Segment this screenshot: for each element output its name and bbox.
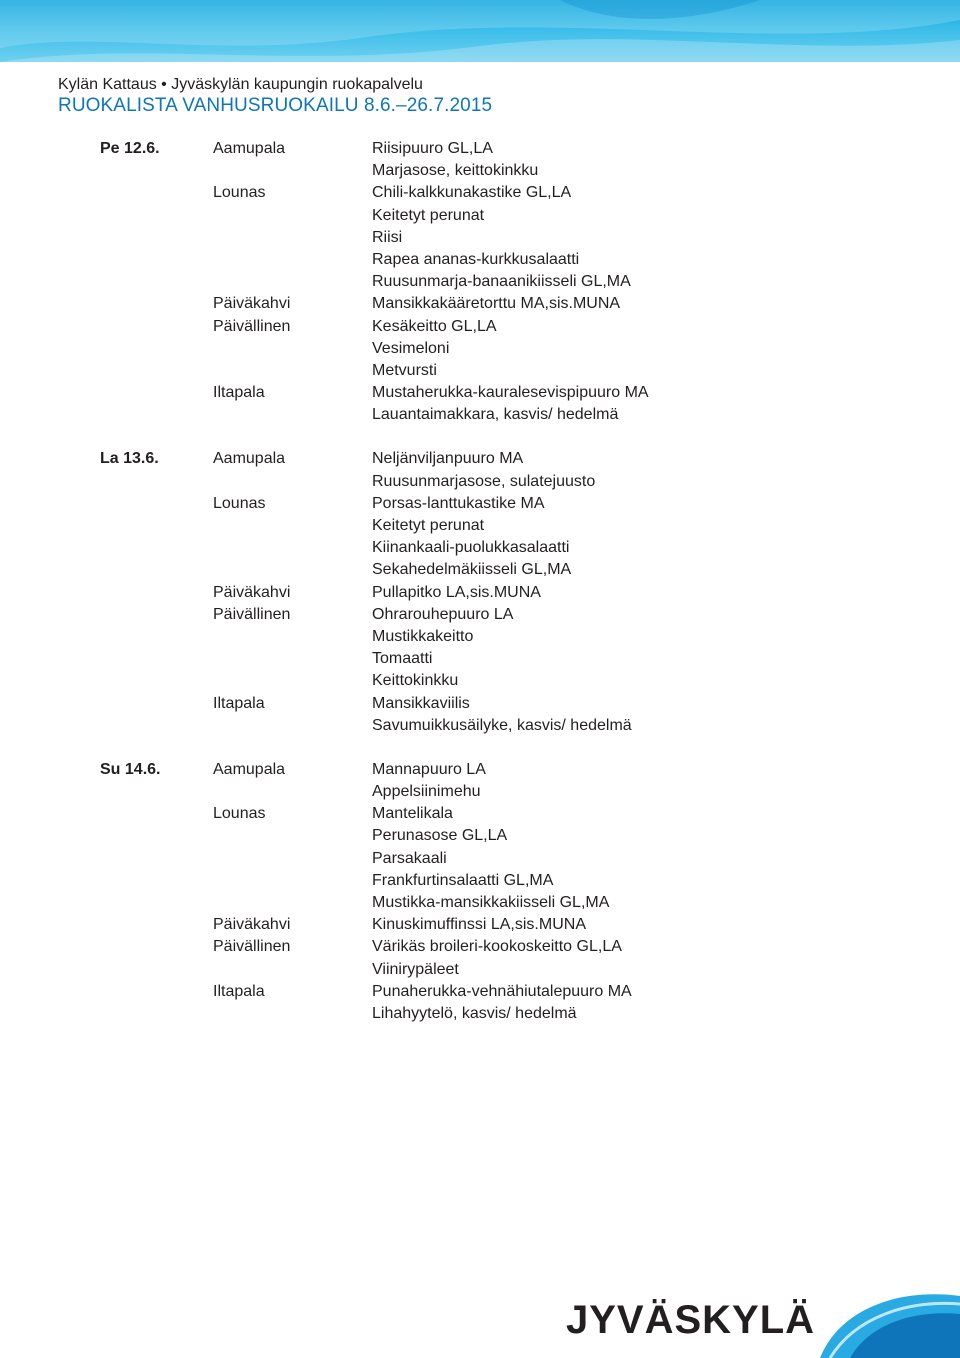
dish-item: Parsakaali: [372, 849, 447, 867]
day-label: [100, 1003, 213, 1025]
dish-item: Tomaatti: [372, 650, 433, 668]
dish-item: Kesäkeitto GL,LA: [372, 317, 497, 335]
day-label: [100, 604, 213, 626]
dish-item: Riisipuuro GL,LA: [372, 140, 493, 157]
day-label: [100, 471, 213, 493]
dish-item: Punaherukka-vehnähiutalepuuro MA: [372, 982, 632, 1000]
dish-item: Vesimeloni: [372, 339, 450, 357]
dish-item: Värikäs broileri-kookoskeitto GL,LA: [372, 938, 622, 956]
menu-row: [100, 205, 900, 227]
dish-item: Mustikkakeitto: [372, 627, 474, 645]
meal-label: [213, 1003, 372, 1025]
meal-label: [213, 471, 372, 493]
day-label: [100, 293, 213, 315]
meal-label: [213, 360, 372, 382]
dish-item: Chili-kalkkunakastike GL,LA: [372, 184, 572, 202]
day-label: [100, 249, 213, 271]
document-header: [58, 75, 492, 117]
meal-label: [213, 559, 372, 581]
dish-item: Appelsiinimehu: [372, 783, 481, 801]
dish-item: Keitetyt perunat: [372, 517, 485, 534]
menu-row: [100, 848, 900, 870]
menu-table: [100, 138, 900, 1047]
meal-label: Aamupala: [213, 450, 286, 468]
dish-item: Ohrarouhepuuro LA: [372, 605, 514, 623]
meal-label: Aamupala: [213, 140, 286, 157]
day-label: [100, 870, 213, 892]
day-label: [100, 781, 213, 803]
jyvaskyla-logo: JYVÄSKYLÄ: [566, 1298, 816, 1342]
menu-row: [100, 537, 900, 559]
meal-label: [213, 338, 372, 360]
menu-row: [100, 670, 900, 692]
day-label: [100, 582, 213, 604]
day-label: [100, 338, 213, 360]
dish-item: Ruusunmarjasose, sulatejuusto: [372, 472, 596, 490]
organization-line: Kylän Kattaus • Jyväskylän kaupungin ruokapalvelu: [58, 76, 423, 93]
menu-row: [100, 227, 900, 249]
dish-item: Porsas-lanttukastike MA: [372, 494, 545, 512]
day-label: [100, 626, 213, 648]
meal-label: [213, 515, 372, 537]
day-block: [100, 138, 900, 426]
meal-label: Iltapala: [213, 694, 265, 712]
day-label: [100, 360, 213, 382]
meal-label: Iltapala: [213, 384, 265, 402]
day-label: [100, 559, 213, 581]
dish-item: Frankfurtinsalaatti GL,MA: [372, 871, 554, 889]
day-label: [100, 404, 213, 426]
menu-row: [100, 382, 900, 404]
meal-label: Päiväkahvi: [213, 295, 291, 313]
day-label: [100, 892, 213, 914]
menu-row: [100, 471, 900, 493]
dish-item: Mustaherukka-kauralesevispipuuro MA: [372, 384, 649, 402]
day-label: Pe 12.6.: [100, 140, 160, 157]
dish-item: Neljänviljanpuuro MA: [372, 450, 524, 468]
day-label: [100, 803, 213, 825]
meal-label: Päivällinen: [213, 605, 291, 623]
meal-label: [213, 626, 372, 648]
day-label: [100, 537, 213, 559]
menu-row: [100, 316, 900, 338]
dish-item: Mansikkaviilis: [372, 694, 470, 712]
dish-item: Mantelikala: [372, 805, 453, 823]
meal-label: Iltapala: [213, 982, 265, 1000]
day-label: [100, 981, 213, 1003]
day-label: [100, 316, 213, 338]
day-label: [100, 914, 213, 936]
menu-row: [100, 715, 900, 737]
dish-item: Lauantaimakkara, kasvis/ hedelmä: [372, 406, 619, 424]
day-label: [100, 848, 213, 870]
menu-row: [100, 870, 900, 892]
meal-label: [213, 670, 372, 692]
menu-row: [100, 693, 900, 715]
day-label: [100, 271, 213, 293]
menu-row: [100, 293, 900, 315]
dish-item: Keitetyt perunat: [372, 206, 485, 224]
header-banner: [0, 0, 960, 62]
menu-row: [100, 271, 900, 293]
meal-label: [213, 781, 372, 803]
dish-item: Sekahedelmäkiisseli GL,MA: [372, 561, 572, 579]
dish-item: Savumuikkusäilyke, kasvis/ hedelmä: [372, 716, 632, 734]
day-block: [100, 759, 900, 1025]
menu-row: [100, 648, 900, 670]
meal-label: Päiväkahvi: [213, 916, 291, 934]
dish-item: Riisi: [372, 228, 403, 246]
day-label: [100, 382, 213, 404]
dish-item: Mannapuuro LA: [372, 760, 486, 778]
meal-label: Päivällinen: [213, 317, 291, 335]
corner-wave-graphic: [810, 1288, 960, 1358]
meal-label: [213, 892, 372, 914]
dish-item: Rapea ananas-kurkkusalaatti: [372, 250, 580, 268]
day-label: [100, 648, 213, 670]
menu-row: [100, 182, 900, 204]
day-label: [100, 205, 213, 227]
menu-row: [100, 803, 900, 825]
day-block: [100, 448, 900, 736]
meal-label: [213, 404, 372, 426]
day-label: [100, 693, 213, 715]
menu-row: [100, 759, 900, 781]
day-label: [100, 825, 213, 847]
day-label: [100, 160, 213, 182]
dish-item: Ruusunmarja-banaanikiisseli GL,MA: [372, 273, 631, 291]
menu-row: [100, 138, 900, 160]
menu-row: [100, 914, 900, 936]
meal-label: Lounas: [213, 184, 266, 202]
menu-row: [100, 892, 900, 914]
day-label: [100, 493, 213, 515]
meal-label: [213, 715, 372, 737]
dish-item: Metvursti: [372, 361, 437, 379]
menu-row: [100, 582, 900, 604]
day-label: [100, 715, 213, 737]
dish-item: Keittokinkku: [372, 672, 459, 690]
meal-label: [213, 271, 372, 293]
menu-row: [100, 515, 900, 537]
meal-label: [213, 537, 372, 559]
menu-row: [100, 825, 900, 847]
dish-item: Kiinankaali-puolukkasalaatti: [372, 539, 570, 557]
meal-label: Lounas: [213, 494, 266, 512]
day-label: [100, 227, 213, 249]
menu-row: [100, 249, 900, 271]
meal-label: [213, 870, 372, 892]
menu-row: [100, 338, 900, 360]
meal-label: Päivällinen: [213, 938, 291, 956]
meal-label: Päiväkahvi: [213, 583, 291, 601]
banner-wave-graphic: [0, 0, 960, 62]
meal-label: [213, 959, 372, 981]
menu-row: [100, 160, 900, 182]
meal-label: [213, 848, 372, 870]
meal-label: Aamupala: [213, 760, 286, 778]
dish-item: Mansikkakääretorttu MA,sis.MUNA: [372, 295, 621, 313]
dish-item: Perunasose GL,LA: [372, 827, 508, 845]
meal-label: [213, 227, 372, 249]
meal-label: Lounas: [213, 805, 266, 823]
menu-row: [100, 781, 900, 803]
menu-row: [100, 559, 900, 581]
menu-row: [100, 626, 900, 648]
meal-label: [213, 205, 372, 227]
menu-row: [100, 604, 900, 626]
day-label: [100, 670, 213, 692]
meal-label: [213, 825, 372, 847]
day-label: [100, 959, 213, 981]
menu-row: [100, 493, 900, 515]
dish-item: Marjasose, keittokinkku: [372, 162, 539, 180]
day-label: [100, 515, 213, 537]
dish-item: Pullapitko LA,sis.MUNA: [372, 583, 541, 601]
meal-label: [213, 648, 372, 670]
meal-label: [213, 160, 372, 182]
dish-item: Lihahyytelö, kasvis/ hedelmä: [372, 1004, 577, 1022]
day-label: [100, 936, 213, 958]
menu-row: [100, 448, 900, 470]
menu-row: [100, 360, 900, 382]
day-label: [100, 182, 213, 204]
meal-label: [213, 249, 372, 271]
menu-row: [100, 981, 900, 1003]
menu-row: [100, 404, 900, 426]
menu-row: [100, 936, 900, 958]
menu-title: RUOKALISTA VANHUSRUOKAILU 8.6.–26.7.2015: [58, 95, 493, 116]
dish-item: Viinirypäleet: [372, 960, 459, 978]
dish-item: Mustikka-mansikkakiisseli GL,MA: [372, 894, 610, 911]
dish-item: Kinuskimuffinssi LA,sis.MUNA: [372, 916, 586, 934]
menu-row: [100, 959, 900, 981]
menu-row: [100, 1003, 900, 1025]
day-label: La 13.6.: [100, 450, 159, 468]
day-label: Su 14.6.: [100, 760, 161, 778]
